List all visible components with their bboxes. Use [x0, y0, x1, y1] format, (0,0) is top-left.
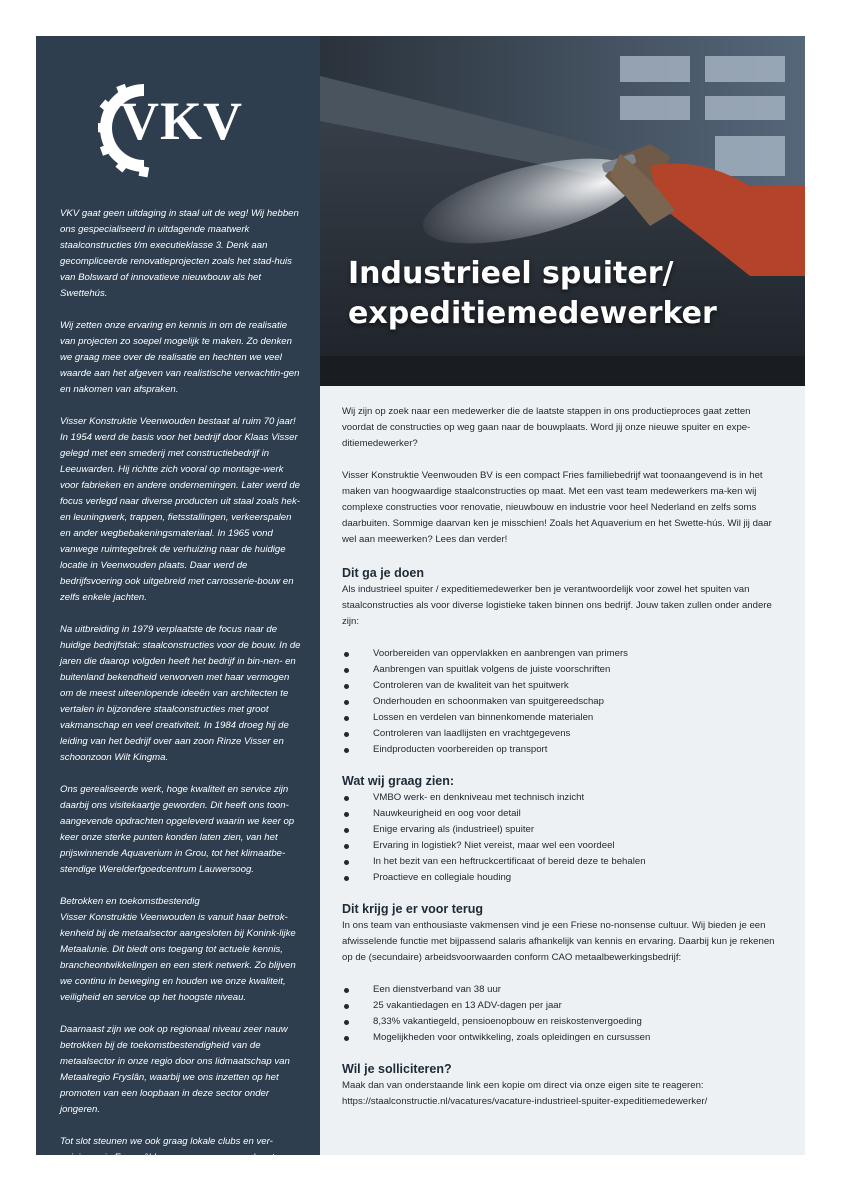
- intro-paragraph: Wij zijn op zoek naar een medewerker die de laatste stappen in ons productieproces gaat zetten voordat de constructies op weg gaan naar de bouwplaats. Word jij onze nieuwe spuiter en expe-ditiemedewerker?: [342, 406, 751, 449]
- logo-wordmark: VKV: [120, 91, 243, 151]
- apply-instruction: Maak dan van onderstaande link een kopie om direct via onze eigen site te reageren:: [342, 1080, 704, 1091]
- intro-paragraph: Visser Konstruktie Veenwouden BV is een compact Fries familiebedrijf wat toonaangevend is in het maken van hoogwaardige staalconstructies op maat. Met een vast team medewerkers ma-ken wij complexe constructies voor renovatie, nieuwbouw en industrie voor heel Nederland en zelfs soms daarbuiten. Sommige daarvan ken je misschien! Zoals het Aquaverium en het Swette-hús. Wil jij daar wel aan meewerken? Lees dan verder!: [342, 470, 772, 545]
- committed-heading: Betrokken en toekomstbestendig: [60, 896, 200, 907]
- apply-heading: Wil je solliciteren?: [342, 1062, 452, 1076]
- tasks-list: [342, 646, 783, 758]
- sidebar-paragraph: Daarnaast zijn we ook op regionaal niveau zeer nauw betrokken bij de toekomstbestendigheid van de metaalsector in onze regio door ons lidmaatschap van Metaalregio Fryslân, waarbij we ons inzetten op het promoten van een loopbaan in deze sector onder jongeren.: [60, 1024, 290, 1115]
- sidebar-paragraph: Tot slot steunen we ook graag lokale clubs en ver-enigingen in Feanwâlden om onze gemeenschap te steunen.: [60, 1136, 280, 1179]
- list-item: Proactieve en collegiale houding: [342, 870, 783, 886]
- list-item: Enige ervaring als (industrieel) spuiter: [342, 822, 783, 838]
- list-item: Aanbrengen van spuitlak volgens de juiste voorschriften: [342, 662, 783, 678]
- offer-heading: Dit krijg je er voor terug: [342, 902, 484, 916]
- vacancy-content: [320, 386, 805, 1155]
- job-title-line-1: Industrieel spuiter/: [348, 256, 674, 291]
- tasks-text: Als industrieel spuiter / expeditiemedewerker ben je verantwoordelijk voor zowel het spuiten van staalconstructies als voor diverse logistieke taken binnen ons bedrijf. Jouw taken zullen onder andere zijn:: [342, 584, 772, 627]
- list-item: Een dienstverband van 38 uur: [342, 982, 783, 998]
- list-item: Onderhouden en schoonmaken van spuitgereedschap: [342, 694, 783, 710]
- job-title: [348, 254, 798, 334]
- sidebar-paragraph: Na uitbreiding in 1979 verplaatste de focus naar de huidige bedrijfstak: staalconstructies voor de bouw. In de jaren die daarop volgden heeft het bedrijf in bin-nen- en buitenland bekendheid verworven met haar vermogen om de meest uiteenlopende ideeën van architecten te vertalen in bijzondere staalconstructies met groot vakmanschap en veel creativiteit. In 1984 droeg hij de leiding van het bedrijf over aan zoon Rinze Visser en schoonzoon Wilt Kingma.: [60, 624, 301, 763]
- list-item: 25 vakantiedagen en 13 ADV-dagen per jaar: [342, 998, 783, 1014]
- offer-text: In ons team van enthousiaste vakmensen vind je een Friese no-nonsense cultuur. Wij bieden je een afwisselende functie met bijpassend salaris afhankelijk van kennis en ervaring. Daarbij kun je rekenen op de (secundaire) arbeidsvoorwaarden conform CAO metaalbewerkingsbedrijf:: [342, 920, 775, 963]
- list-item: Eindproducten voorbereiden op transport: [342, 742, 783, 758]
- company-sidebar: [36, 36, 320, 1179]
- requirements-heading: Wat wij graag zien:: [342, 774, 455, 788]
- list-item: Controleren van laadlijsten en vrachtgegevens: [342, 726, 783, 742]
- committed-section: [60, 894, 304, 1006]
- list-item: 8,33% vakantiegeld, pensioenopbouw en reiskostenvergoeding: [342, 1014, 783, 1030]
- sidebar-paragraph: Ons gerealiseerde werk, hoge kwaliteit en service zijn daarbij ons visitekaartje geworden. Dit heeft ons toon-aangevende opdrachten opgeleverd waarin we keer op keer onze sterke punten konden laten zien, van het prijswinnende Aquaverium in Grou, tot het klimaatbe-stendige Werelderfgoedcentrum Lauwersoog.: [60, 784, 295, 875]
- hero-banner: [320, 36, 805, 386]
- sidebar-paragraph: Visser Konstruktie Veenwouden bestaat al ruim 70 jaar! In 1954 werd de basis voor het bedrijf door Klaas Visser gelegd met een smederij met constructiebedrijf in Leeuwarden. Hij richtte zich vooral op montage-werk voor fabrieken en andere ondernemingen. Later werd de focus verlegd naar diverse producten uit staal zoals hek- en leuningwerk, trappen, fietsstallingen, verkeerspalen en ander wegbebakeningsmateriaal. In 1965 vond vanwege ruimtegebrek de verhuizing naar de huidige locatie in Veenwouden plaats. Daar werd de bedrijfsvoering ook uitgebreid met carrosserie-bouw en zelfs enkele jachten.: [60, 416, 301, 603]
- list-item: Nauwkeurigheid en oog voor detail: [342, 806, 783, 822]
- list-item: Controleren van de kwaliteit van het spuitwerk: [342, 678, 783, 694]
- list-item: Lossen en verdelen van binnenkomende materialen: [342, 710, 783, 726]
- committed-text: Visser Konstruktie Veenwouden is vanuit haar betrok-kenheid bij de metaalsector aangesloten bij Konink-lijke Metaalunie. Dit biedt ons toegang tot actuele kennis, brancheontwikkelingen en een sterk netwerk. Zo blijven we continu in beweging en houden we onze kwaliteit, veiligheid en service op het hoogste niveau.: [60, 912, 296, 1003]
- list-item: VMBO werk- en denkniveau met technisch inzicht: [342, 790, 783, 806]
- list-item: Voorbereiden van oppervlakken en aanbrengen van primers: [342, 646, 783, 662]
- company-description: [60, 206, 304, 1191]
- list-item: In het bezit van een heftruckcertificaat of bereid deze te behalen: [342, 854, 783, 870]
- vkv-logo: [100, 78, 260, 178]
- list-item: Ervaring in logistiek? Niet vereist, maar wel een voordeel: [342, 838, 783, 854]
- offer-list: [342, 982, 783, 1046]
- tasks-heading: Dit ga je doen: [342, 566, 424, 580]
- sidebar-paragraph: Wij zetten onze ervaring en kennis in om de realisatie van projecten zo soepel mogelijk te maken. Zo denken we graag mee over de realisatie en hechten we veel waarde aan het afgeven van realistische verwachtin-gen en nakomen van afspraken.: [60, 320, 300, 395]
- apply-link[interactable]: https://staalconstructie.nl/vacatures/vacature-industrieel-spuiter-expeditiemedewerker/: [342, 1096, 708, 1107]
- apply-text: [342, 1078, 783, 1110]
- requirements-list: [342, 790, 783, 886]
- sidebar-paragraph: VKV gaat geen uitdaging in staal uit de weg! Wij hebben ons gespecialiseerd in uitdagende maatwerk staalconstructies t/m executieklasse 3. Denk aan gecompliceerde renovatieprojecten zoals het stad-huis van Bolsward of innovatieve nieuwbouw als het Swettehús.: [60, 208, 299, 299]
- list-item: Mogelijkheden voor ontwikkeling, zoals opleidingen en cursussen: [342, 1030, 783, 1046]
- job-title-line-2: expeditiemedewerker: [348, 296, 717, 331]
